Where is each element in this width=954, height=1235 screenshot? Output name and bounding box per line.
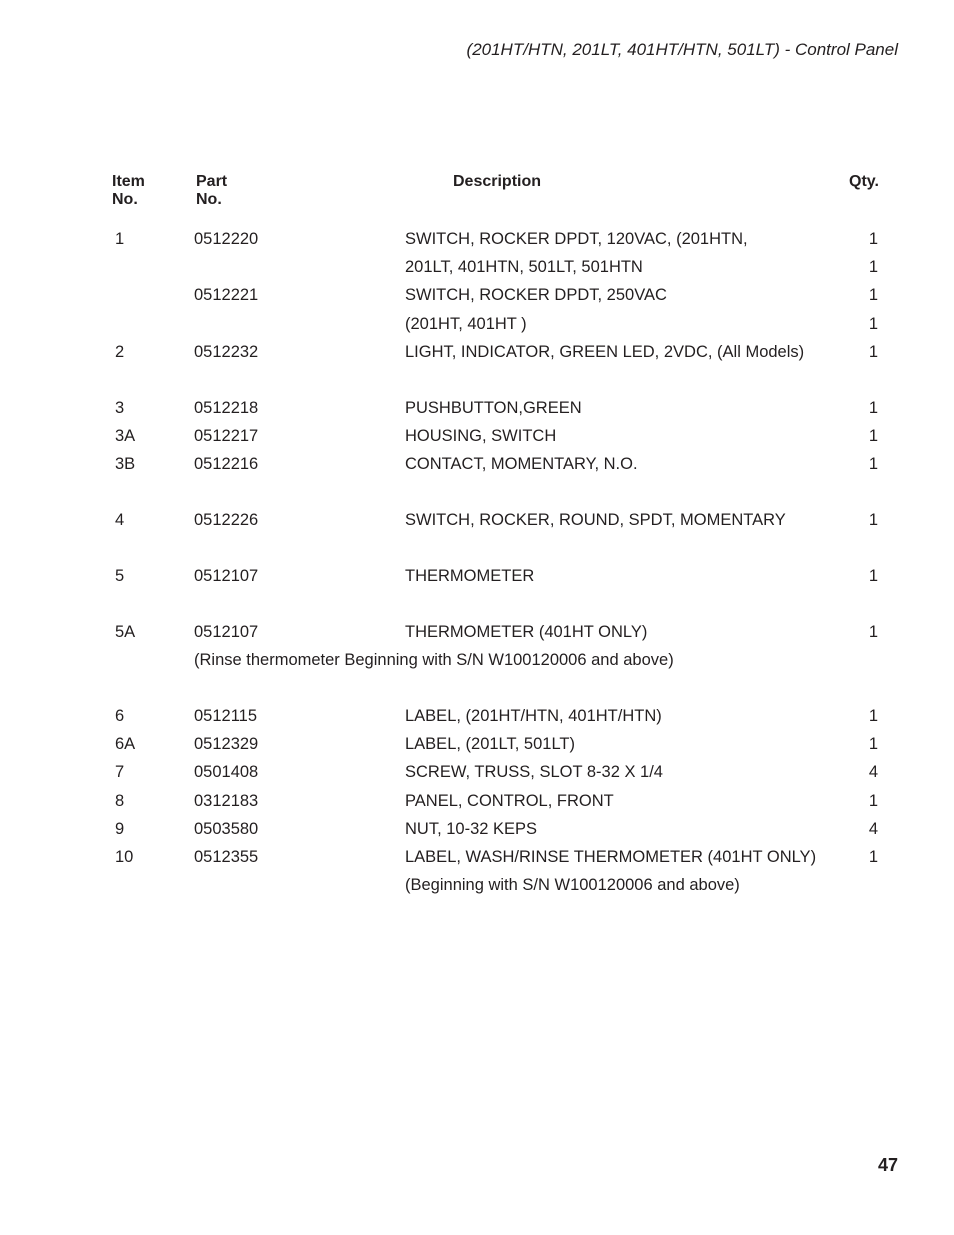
part-description: THERMOMETER xyxy=(405,567,535,585)
column-header-part-line2: No. xyxy=(196,191,222,208)
part-qty: 4 xyxy=(868,763,878,781)
part-qty: 1 xyxy=(868,258,878,276)
table-row xyxy=(0,255,954,279)
page-number: 47 xyxy=(877,1155,898,1175)
item-number: 3A xyxy=(115,427,136,445)
item-number: 3 xyxy=(115,399,125,417)
part-number: 0512107 xyxy=(194,567,259,585)
table-row xyxy=(0,312,954,336)
part-number: 0512115 xyxy=(194,707,258,725)
table-row xyxy=(0,452,954,476)
part-description: LABEL, (201LT, 501LT) xyxy=(405,735,575,753)
part-number: 0512221 xyxy=(194,286,259,304)
table-row xyxy=(0,817,954,841)
part-qty: 1 xyxy=(868,792,878,810)
column-header-part-no xyxy=(196,173,227,209)
part-qty: 1 xyxy=(868,399,878,417)
part-description: THERMOMETER (401HT ONLY) xyxy=(405,623,648,641)
part-number: 0312183 xyxy=(194,792,259,810)
page-header-title: (201HT/HTN, 201LT, 401HT/HTN, 501LT) - Control Panel xyxy=(466,40,898,59)
part-description: LIGHT, INDICATOR, GREEN LED, 2VDC, (All Models) xyxy=(405,343,805,361)
item-number: 2 xyxy=(115,343,125,361)
item-number: 5 xyxy=(115,567,125,585)
part-number: 0512216 xyxy=(194,455,259,473)
part-description: SWITCH, ROCKER DPDT, 250VAC xyxy=(405,286,667,304)
column-header-item-no xyxy=(112,173,145,209)
table-row xyxy=(0,760,954,784)
label-thermometer-note: (Beginning with S/N W100120006 and above) xyxy=(405,876,740,894)
part-number: 0512218 xyxy=(194,399,259,417)
part-qty: 1 xyxy=(868,848,878,866)
part-qty: 1 xyxy=(868,735,878,753)
table-row xyxy=(0,789,954,813)
column-header-item-line1: Item xyxy=(112,173,145,190)
table-row xyxy=(0,396,954,420)
part-description: 201LT, 401HTN, 501LT, 501HTN xyxy=(405,258,643,276)
part-description: SWITCH, ROCKER, ROUND, SPDT, MOMENTARY xyxy=(405,511,786,529)
item-number: 9 xyxy=(115,820,125,838)
part-qty: 1 xyxy=(868,623,878,641)
part-qty: 1 xyxy=(868,707,878,725)
part-qty: 4 xyxy=(868,820,878,838)
table-row xyxy=(0,340,954,364)
column-header-part-line1: Part xyxy=(196,173,228,190)
part-number: 0512107 xyxy=(194,623,259,641)
item-number: 5A xyxy=(115,623,136,641)
item-number: 6 xyxy=(115,707,125,725)
part-number: 0512355 xyxy=(194,848,259,866)
column-header-qty: Qty. xyxy=(849,173,879,190)
part-qty: 1 xyxy=(868,455,878,473)
item-number: 1 xyxy=(115,230,125,248)
item-number: 10 xyxy=(115,848,134,866)
part-qty: 1 xyxy=(868,230,878,248)
table-note-row xyxy=(0,873,954,897)
part-number: 0512329 xyxy=(194,735,259,753)
part-description: HOUSING, SWITCH xyxy=(405,427,557,445)
item-number: 6A xyxy=(115,735,136,753)
part-number: 0512232 xyxy=(194,343,259,361)
part-description: SCREW, TRUSS, SLOT 8-32 X 1/4 xyxy=(405,763,663,781)
part-number: 0512226 xyxy=(194,511,259,529)
part-number: 0501408 xyxy=(194,763,259,781)
table-row xyxy=(0,424,954,448)
table-row xyxy=(0,732,954,756)
part-qty: 1 xyxy=(868,511,878,529)
table-row xyxy=(0,620,954,644)
part-number: 0512220 xyxy=(194,230,259,248)
table-row xyxy=(0,845,954,869)
part-description: (201HT, 401HT ) xyxy=(405,315,527,333)
part-description: LABEL, (201HT/HTN, 401HT/HTN) xyxy=(405,707,662,725)
table-row xyxy=(0,283,954,307)
part-description: SWITCH, ROCKER DPDT, 120VAC, (201HTN, xyxy=(405,230,748,248)
item-number: 8 xyxy=(115,792,125,810)
table-row xyxy=(0,508,954,532)
table-row xyxy=(0,227,954,251)
column-header-description: Description xyxy=(453,173,542,190)
part-description: CONTACT, MOMENTARY, N.O. xyxy=(405,455,638,473)
part-description: PUSHBUTTON,GREEN xyxy=(405,399,582,417)
table-row xyxy=(0,704,954,728)
item-number: 4 xyxy=(115,511,125,529)
part-description: LABEL, WASH/RINSE THERMOMETER (401HT ONLY) xyxy=(405,848,817,866)
part-description: NUT, 10-32 KEPS xyxy=(405,820,538,838)
part-qty: 1 xyxy=(868,427,878,445)
table-row xyxy=(0,564,954,588)
part-number: 0512217 xyxy=(194,427,259,445)
item-number: 3B xyxy=(115,455,136,473)
table-note-row xyxy=(0,648,954,672)
item-number: 7 xyxy=(115,763,125,781)
part-qty: 1 xyxy=(868,286,878,304)
rinse-thermometer-note: (Rinse thermometer Beginning with S/N W100120006 and above) xyxy=(194,651,674,669)
column-header-item-line2: No. xyxy=(112,191,138,208)
part-qty: 1 xyxy=(868,315,878,333)
part-qty: 1 xyxy=(868,343,878,361)
part-number: 0503580 xyxy=(194,820,259,838)
part-qty: 1 xyxy=(868,567,878,585)
part-description: PANEL, CONTROL, FRONT xyxy=(405,792,614,810)
